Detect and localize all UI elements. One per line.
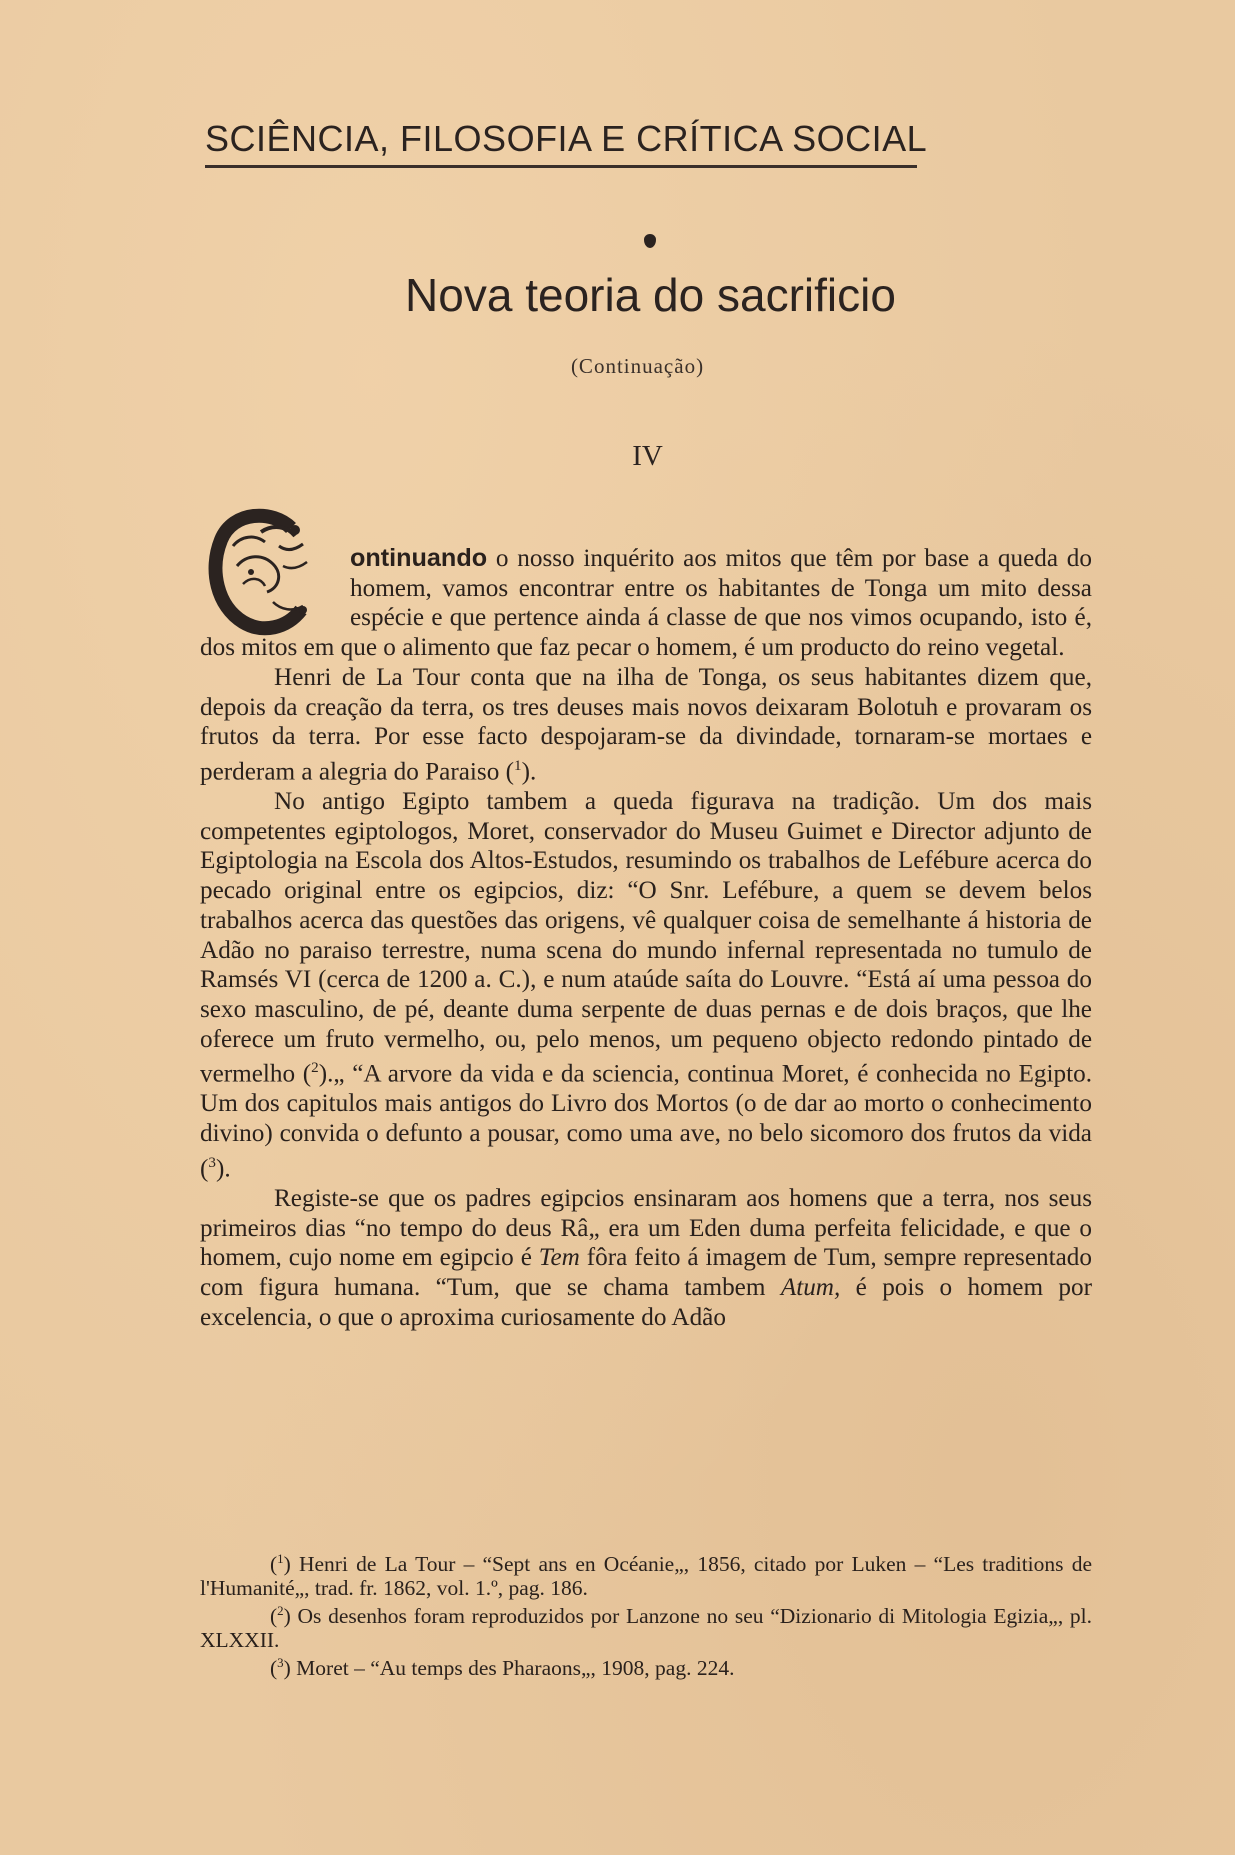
paragraph-4-text: é pois o homem por excelencia, o que o aproxima curiosamente do Adão	[200, 1274, 1093, 1331]
paragraph-1	[200, 544, 1092, 663]
footnote-number: 3	[277, 1655, 284, 1670]
paragraph-3	[200, 787, 1092, 1184]
paragraph-3-end: ).	[215, 1155, 231, 1183]
footnote: ($^2$) Os desenhos foram reproduzidos por Lanzone no seu “Dizionario di Mitologia Egizia„, pl. XLXXII.	[200, 1603, 1092, 1652]
lead-word: ontinuando	[350, 544, 488, 572]
article-body	[200, 544, 1092, 1332]
paragraph-4-text: Registe-se que os padres egipcios ensinaram aos homens que a terra, nos seus primeiros dias “no tempo do deus Râ„ era um Eden duma perfeita felicidade, e que o homem, cujo nome em egipcio é	[200, 1184, 1092, 1272]
italic-term: Atum,	[780, 1274, 841, 1302]
header-rule	[205, 165, 917, 168]
running-head: SCIÊNCIA, FILOSOFIA E CRÍTICA SOCIAL	[205, 118, 928, 159]
footnotes	[200, 1548, 1092, 1681]
paragraph-1-text: o nosso inquérito aos mitos que têm por base a queda do homem, vamos encontrar entre os habitantes de Tonga um mito dessa espécie e que pertence ainda á classe de que nos vimos ocupando, isto é, dos mitos em que o alimento que faz pecar o homem, é um producto do reino vegetal.	[200, 545, 1092, 662]
section-number: IV	[632, 440, 663, 472]
paragraph-3-text: No antigo Egipto tambem a queda figurava na tradição. Um dos mais competentes egiptologos, Moret, conservador do Museu Guimet e Director adjunto de Egiptologia na Escola dos Altos-Estudos, resumindo os trabalhos de Lefébure acerca do pecado original entre os egipcios, diz: “O Snr. Lefébure, a quem se devem belos trabalhos acerca das questões das origens, vê qualquer coisa de semelhante á historia de Adão no paraiso terrestre, numa scena do mundo infernal representada no tumulo de Ramsés VI (cerca de 1200 a. C.), e num ataúde saíta do Louvre. “Está aí uma pessoa do sexo masculino, de pé, deante duma serpente de duas pernas e de dois braços, que lhe oferece um fruto vermelho, ou, pelo menos, um pequeno objecto redondo pintado de vermelho (	[200, 788, 1092, 1088]
paragraph-4	[200, 1184, 1092, 1333]
footnote: ($^1$) Henri de La Tour – “Sept ans en Océanie„, 1856, citado por Luken – “Les traditions de l'Humanité„, trad. fr. 1862, vol. 1.º, pag. 186.	[200, 1552, 1092, 1600]
article-title: Nova teoria do sacrificio	[405, 269, 896, 321]
footnote-ref: 1	[514, 757, 522, 774]
footnote-text: Os desenhos foram reproduzidos por Lanzone no seu “Dizionario di Mitologia Egizia„, pl. XLXXII.	[200, 1604, 1092, 1652]
footnote-ref: 3	[208, 1154, 216, 1171]
footnote-text: Moret – “Au temps des Pharaons„, 1908, pag. 224.	[296, 1656, 735, 1681]
article-subtitle: (Continuação)	[570, 354, 705, 378]
italic-term: Tem	[538, 1244, 580, 1272]
footnote-ref: 2	[311, 1060, 319, 1077]
footnote-text: Henri de La Tour – “Sept ans en Océanie„, 1856, citado por Luken – “Les traditions de l'Humanité„, trad. fr. 1862, vol. 1.º, pag. 186.	[200, 1552, 1092, 1600]
ornament-dot	[644, 234, 656, 248]
dropcap-space	[200, 516, 350, 628]
paragraph-3-text: ).„ “A arvore da vida e da sciencia, continua Moret, é conhecida no Egipto. Um dos capitulos mais antigos do Livro dos Mortos (o de dar ao morto o conhecimento divino) convida o defunto a pousar, como uma ave, no belo sicomoro dos frutos da vida (	[200, 1060, 1092, 1183]
paragraph-2-end: ).	[521, 758, 537, 786]
paragraph-2	[200, 663, 1092, 787]
footnote-number: 2	[277, 1603, 284, 1618]
footnote-number: 1	[277, 1552, 284, 1566]
paragraph-4-text: fôra feito á imagem de Tum, sempre representado com figura humana. “Tum, que se chama tambem	[200, 1244, 1092, 1302]
footnote: ($^3$) Moret – “Au temps des Pharaons„, 1908, pag. 224.	[270, 1655, 735, 1681]
paragraph-2-text: Henri de La Tour conta que na ilha de Tonga, os seus habitantes dizem que, depois da creação da terra, os tres deuses mais novos deixaram Bolotuh e provaram os frutos da terra. Por esse facto despojaram-se da divindade, tornaram-se mortaes e perderam a alegria do Paraiso (	[200, 663, 1092, 786]
